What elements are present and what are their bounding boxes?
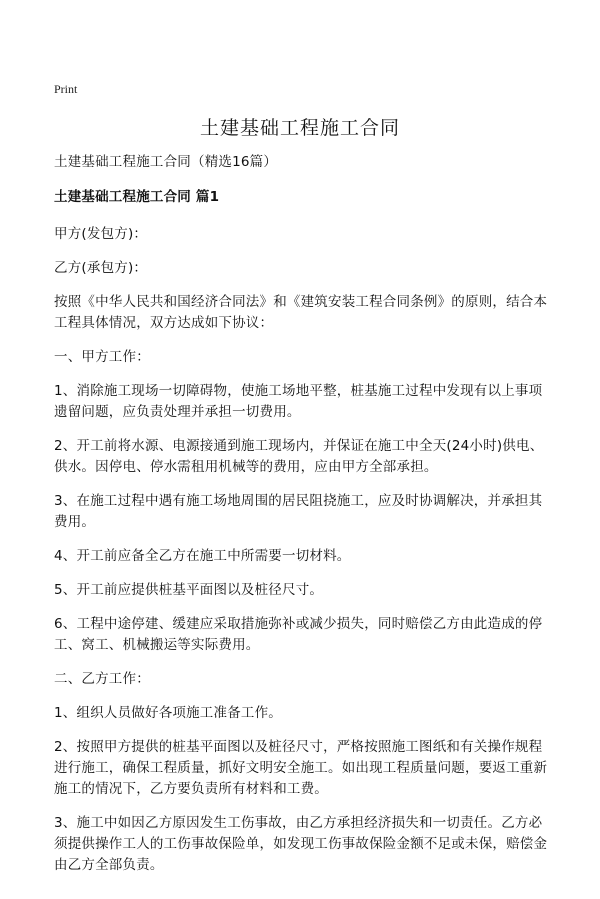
party-b-line: 乙方(承包方)： — [54, 260, 148, 276]
party-b-duty-2: 2、按照甲方提供的桩基平面图以及桩径尺寸，严格按照施工图纸和有关操作规程进行施工，确保工程质量，抓好文明安全施工。如出现工程质量问题，要返工重新施工的情况下，乙方要负责所有材料和工费。 — [54, 739, 548, 797]
document-title: 土建基础工程施工合同 — [199, 117, 400, 139]
party-a-duty-2: 2、开工前将水源、电源接通到施工现场内，并保证在施工中全天(24小时)供电、供水。因停电、停水需租用机械等的费用，应由甲方全部承担。 — [54, 438, 544, 475]
party-b-duties-heading: 二、乙方工作： — [54, 671, 150, 687]
party-a-line: 甲方(发包方)： — [54, 226, 148, 242]
party-a-duty-1: 1、消除施工现场一切障碍物，使施工场地平整，桩基施工过程中发现有以上事项遗留问题，应负责处理并承担一切费用。 — [54, 383, 543, 420]
print-label[interactable]: Print — [54, 82, 78, 96]
party-a-duty-5: 5、开工前应提供桩基平面图以及桩径尺寸。 — [54, 582, 324, 598]
document-subtitle: 土建基础工程施工合同（精选16篇） — [54, 154, 278, 170]
party-a-duty-4: 4、开工前应备全乙方在施工中所需要一切材料。 — [54, 548, 351, 564]
section-heading: 土建基础工程施工合同 篇1 — [54, 189, 220, 205]
party-a-duty-6: 6、工程中途停建、缓建应采取措施弥补或减少损失，同时赔偿乙方由此造成的停工、窝工、机械搬运等实际费用。 — [54, 616, 543, 653]
intro-paragraph: 按照《中华人民共和国经济合同法》和《建筑安装工程合同条例》的原则，结合本工程具体情况，双方达成如下协议： — [54, 294, 548, 331]
party-b-duty-3: 3、施工中如因乙方原因发生工伤事故，由乙方承担经济损失和一切责任。乙方必须提供操作工人的工伤事故保险单，如发现工伤事故保险金额不足或未保，赔偿金由乙方全部负责。 — [54, 815, 548, 873]
document-body — [54, 152, 548, 889]
party-b-duty-1: 1、组织人员做好各项施工准备工作。 — [54, 705, 282, 721]
party-a-duty-3: 3、在施工过程中遇有施工场地周围的居民阻挠施工，应及时协调解决，并承担其费用。 — [54, 493, 543, 530]
party-a-duties-heading: 一、甲方工作： — [54, 349, 150, 365]
